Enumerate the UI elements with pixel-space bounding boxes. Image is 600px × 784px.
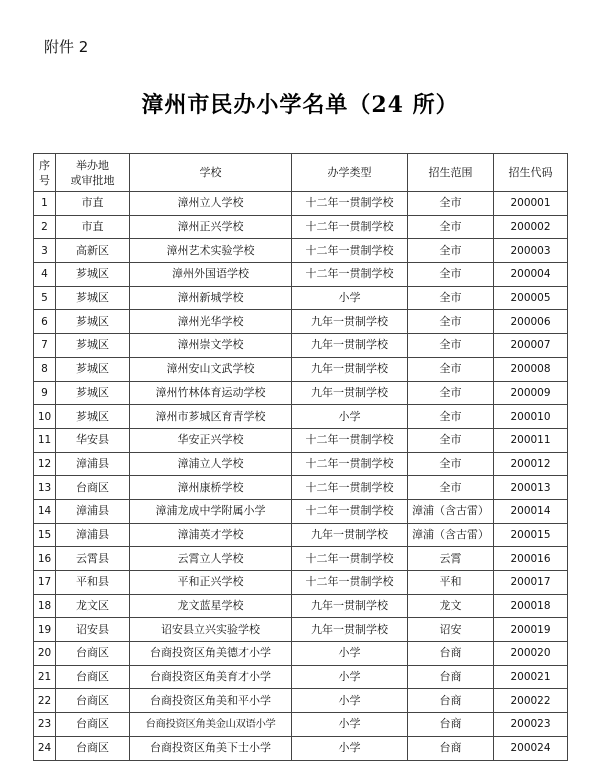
header-no-line1: 序 (39, 158, 50, 172)
header-school: 学校 (130, 154, 292, 192)
cell-code: 200002 (494, 215, 568, 239)
cell-no: 11 (34, 428, 56, 452)
cell-type: 十二年一贯制学校 (292, 428, 408, 452)
cell-code: 200012 (494, 452, 568, 476)
cell-location: 云霄县 (56, 547, 130, 571)
cell-type: 九年一贯制学校 (292, 381, 408, 405)
header-code: 招生代码 (494, 154, 568, 192)
table-row (34, 476, 568, 500)
cell-no: 12 (34, 452, 56, 476)
table-row (34, 499, 568, 523)
cell-type: 十二年一贯制学校 (292, 499, 408, 523)
cell-type: 十二年一贯制学校 (292, 192, 408, 216)
cell-location: 龙文区 (56, 594, 130, 618)
cell-school: 漳州康桥学校 (130, 476, 292, 500)
cell-range: 全市 (408, 239, 494, 263)
cell-location: 漳浦县 (56, 499, 130, 523)
cell-no: 10 (34, 405, 56, 429)
cell-location: 漳浦县 (56, 523, 130, 547)
cell-school: 龙文蓝星学校 (130, 594, 292, 618)
cell-location: 芗城区 (56, 263, 130, 287)
cell-type: 十二年一贯制学校 (292, 571, 408, 595)
cell-range: 诏安 (408, 618, 494, 642)
cell-code: 200003 (494, 239, 568, 263)
cell-range: 漳浦（含古雷） (408, 523, 494, 547)
cell-school: 漳州艺术实验学校 (130, 239, 292, 263)
cell-type: 九年一贯制学校 (292, 334, 408, 358)
cell-school: 平和正兴学校 (130, 571, 292, 595)
cell-code: 200018 (494, 594, 568, 618)
cell-code: 200024 (494, 736, 568, 760)
cell-range: 全市 (408, 452, 494, 476)
table-row (34, 357, 568, 381)
cell-no: 1 (34, 192, 56, 216)
cell-location: 高新区 (56, 239, 130, 263)
cell-school: 漳浦龙成中学附属小学 (130, 499, 292, 523)
table-row (34, 523, 568, 547)
header-location-line1: 举办地 (76, 158, 109, 172)
cell-no: 23 (34, 713, 56, 737)
cell-type: 十二年一贯制学校 (292, 215, 408, 239)
cell-code: 200004 (494, 263, 568, 287)
cell-location: 华安县 (56, 428, 130, 452)
cell-no: 15 (34, 523, 56, 547)
table-row (34, 334, 568, 358)
cell-location: 台商区 (56, 665, 130, 689)
table-row (34, 642, 568, 666)
cell-type: 小学 (292, 736, 408, 760)
cell-school: 台商投资区角美育才小学 (130, 665, 292, 689)
cell-range: 全市 (408, 263, 494, 287)
document-title: 漳州市民办小学名单（24 所） (141, 92, 459, 118)
cell-school: 台商投资区角美和平小学 (130, 689, 292, 713)
cell-range: 平和 (408, 571, 494, 595)
cell-range: 全市 (408, 476, 494, 500)
cell-location: 芗城区 (56, 405, 130, 429)
table-row (34, 286, 568, 310)
cell-school: 漳州安山文武学校 (130, 357, 292, 381)
table-row (34, 239, 568, 263)
cell-code: 200008 (494, 357, 568, 381)
cell-type: 九年一贯制学校 (292, 310, 408, 334)
cell-type: 小学 (292, 689, 408, 713)
cell-no: 20 (34, 642, 56, 666)
cell-type: 九年一贯制学校 (292, 357, 408, 381)
cell-location: 平和县 (56, 571, 130, 595)
header-range: 招生范围 (408, 154, 494, 192)
cell-location: 芗城区 (56, 310, 130, 334)
cell-school: 漳浦立人学校 (130, 452, 292, 476)
cell-code: 200006 (494, 310, 568, 334)
cell-no: 8 (34, 357, 56, 381)
header-location-line2: 或审批地 (70, 173, 115, 187)
table-row (34, 452, 568, 476)
cell-location: 诏安县 (56, 618, 130, 642)
cell-range: 台商 (408, 665, 494, 689)
cell-location: 漳浦县 (56, 452, 130, 476)
cell-school: 台商投资区角美金山双语小学 (130, 713, 292, 737)
table-header-row (34, 154, 568, 192)
cell-school: 漳州竹林体育运动学校 (130, 381, 292, 405)
cell-code: 200015 (494, 523, 568, 547)
cell-no: 21 (34, 665, 56, 689)
cell-code: 200010 (494, 405, 568, 429)
cell-no: 5 (34, 286, 56, 310)
cell-type: 九年一贯制学校 (292, 618, 408, 642)
cell-type: 九年一贯制学校 (292, 594, 408, 618)
cell-no: 22 (34, 689, 56, 713)
cell-type: 小学 (292, 405, 408, 429)
cell-code: 200007 (494, 334, 568, 358)
cell-range: 台商 (408, 736, 494, 760)
header-type: 办学类型 (292, 154, 408, 192)
cell-range: 台商 (408, 642, 494, 666)
cell-location: 芗城区 (56, 286, 130, 310)
cell-school: 云霄立人学校 (130, 547, 292, 571)
cell-type: 小学 (292, 665, 408, 689)
cell-code: 200023 (494, 713, 568, 737)
cell-no: 7 (34, 334, 56, 358)
table-row (34, 665, 568, 689)
cell-school: 漳州立人学校 (130, 192, 292, 216)
cell-school: 漳州新城学校 (130, 286, 292, 310)
cell-type: 小学 (292, 286, 408, 310)
table-row (34, 618, 568, 642)
cell-type: 十二年一贯制学校 (292, 476, 408, 500)
cell-type: 小学 (292, 642, 408, 666)
cell-no: 6 (34, 310, 56, 334)
table-row (34, 405, 568, 429)
cell-range: 全市 (408, 357, 494, 381)
table-row (34, 381, 568, 405)
cell-type: 小学 (292, 713, 408, 737)
cell-range: 台商 (408, 689, 494, 713)
cell-no: 13 (34, 476, 56, 500)
cell-code: 200011 (494, 428, 568, 452)
cell-location: 台商区 (56, 642, 130, 666)
cell-location: 芗城区 (56, 334, 130, 358)
cell-location: 台商区 (56, 476, 130, 500)
cell-range: 全市 (408, 405, 494, 429)
cell-code: 200009 (494, 381, 568, 405)
cell-range: 全市 (408, 381, 494, 405)
cell-type: 十二年一贯制学校 (292, 263, 408, 287)
cell-location: 台商区 (56, 736, 130, 760)
cell-location: 台商区 (56, 689, 130, 713)
table-row (34, 571, 568, 595)
table-body (34, 192, 568, 761)
cell-location: 芗城区 (56, 381, 130, 405)
cell-school: 台商投资区角美下士小学 (130, 736, 292, 760)
cell-range: 龙文 (408, 594, 494, 618)
cell-type: 十二年一贯制学校 (292, 239, 408, 263)
table-row (34, 428, 568, 452)
cell-range: 全市 (408, 215, 494, 239)
cell-school: 漳浦英才学校 (130, 523, 292, 547)
cell-location: 芗城区 (56, 357, 130, 381)
cell-no: 3 (34, 239, 56, 263)
cell-range: 全市 (408, 428, 494, 452)
cell-code: 200016 (494, 547, 568, 571)
cell-range: 全市 (408, 192, 494, 216)
cell-code: 200001 (494, 192, 568, 216)
cell-code: 200013 (494, 476, 568, 500)
table-row (34, 689, 568, 713)
table-row (34, 713, 568, 737)
table-row (34, 215, 568, 239)
cell-type: 十二年一贯制学校 (292, 547, 408, 571)
cell-location: 市直 (56, 192, 130, 216)
cell-range: 云霄 (408, 547, 494, 571)
cell-range: 全市 (408, 310, 494, 334)
annex-label: 附件 2 (44, 38, 89, 56)
cell-school: 华安正兴学校 (130, 428, 292, 452)
cell-range: 全市 (408, 286, 494, 310)
cell-range: 台商 (408, 713, 494, 737)
header-no (34, 154, 56, 192)
cell-code: 200021 (494, 665, 568, 689)
cell-code: 200019 (494, 618, 568, 642)
cell-no: 9 (34, 381, 56, 405)
cell-no: 24 (34, 736, 56, 760)
cell-no: 14 (34, 499, 56, 523)
table-row (34, 594, 568, 618)
cell-range: 全市 (408, 334, 494, 358)
cell-school: 漳州崇文学校 (130, 334, 292, 358)
cell-school: 漳州光华学校 (130, 310, 292, 334)
cell-school: 漳州市芗城区育青学校 (130, 405, 292, 429)
cell-range: 漳浦（含古雷） (408, 499, 494, 523)
cell-location: 市直 (56, 215, 130, 239)
cell-school: 台商投资区角美德才小学 (130, 642, 292, 666)
cell-no: 2 (34, 215, 56, 239)
cell-type: 十二年一贯制学校 (292, 452, 408, 476)
cell-code: 200014 (494, 499, 568, 523)
cell-no: 18 (34, 594, 56, 618)
cell-code: 200022 (494, 689, 568, 713)
cell-school: 漳州正兴学校 (130, 215, 292, 239)
cell-school: 漳州外国语学校 (130, 263, 292, 287)
cell-no: 19 (34, 618, 56, 642)
cell-no: 16 (34, 547, 56, 571)
table-row (34, 736, 568, 760)
header-no-line2: 号 (39, 173, 50, 187)
school-list-table (33, 153, 568, 761)
cell-type: 九年一贯制学校 (292, 523, 408, 547)
cell-code: 200017 (494, 571, 568, 595)
cell-location: 台商区 (56, 713, 130, 737)
cell-no: 4 (34, 263, 56, 287)
header-location (56, 154, 130, 192)
table-row (34, 192, 568, 216)
cell-school: 诏安县立兴实验学校 (130, 618, 292, 642)
table-row (34, 263, 568, 287)
cell-no: 17 (34, 571, 56, 595)
cell-code: 200005 (494, 286, 568, 310)
table-row (34, 547, 568, 571)
table-row (34, 310, 568, 334)
cell-code: 200020 (494, 642, 568, 666)
